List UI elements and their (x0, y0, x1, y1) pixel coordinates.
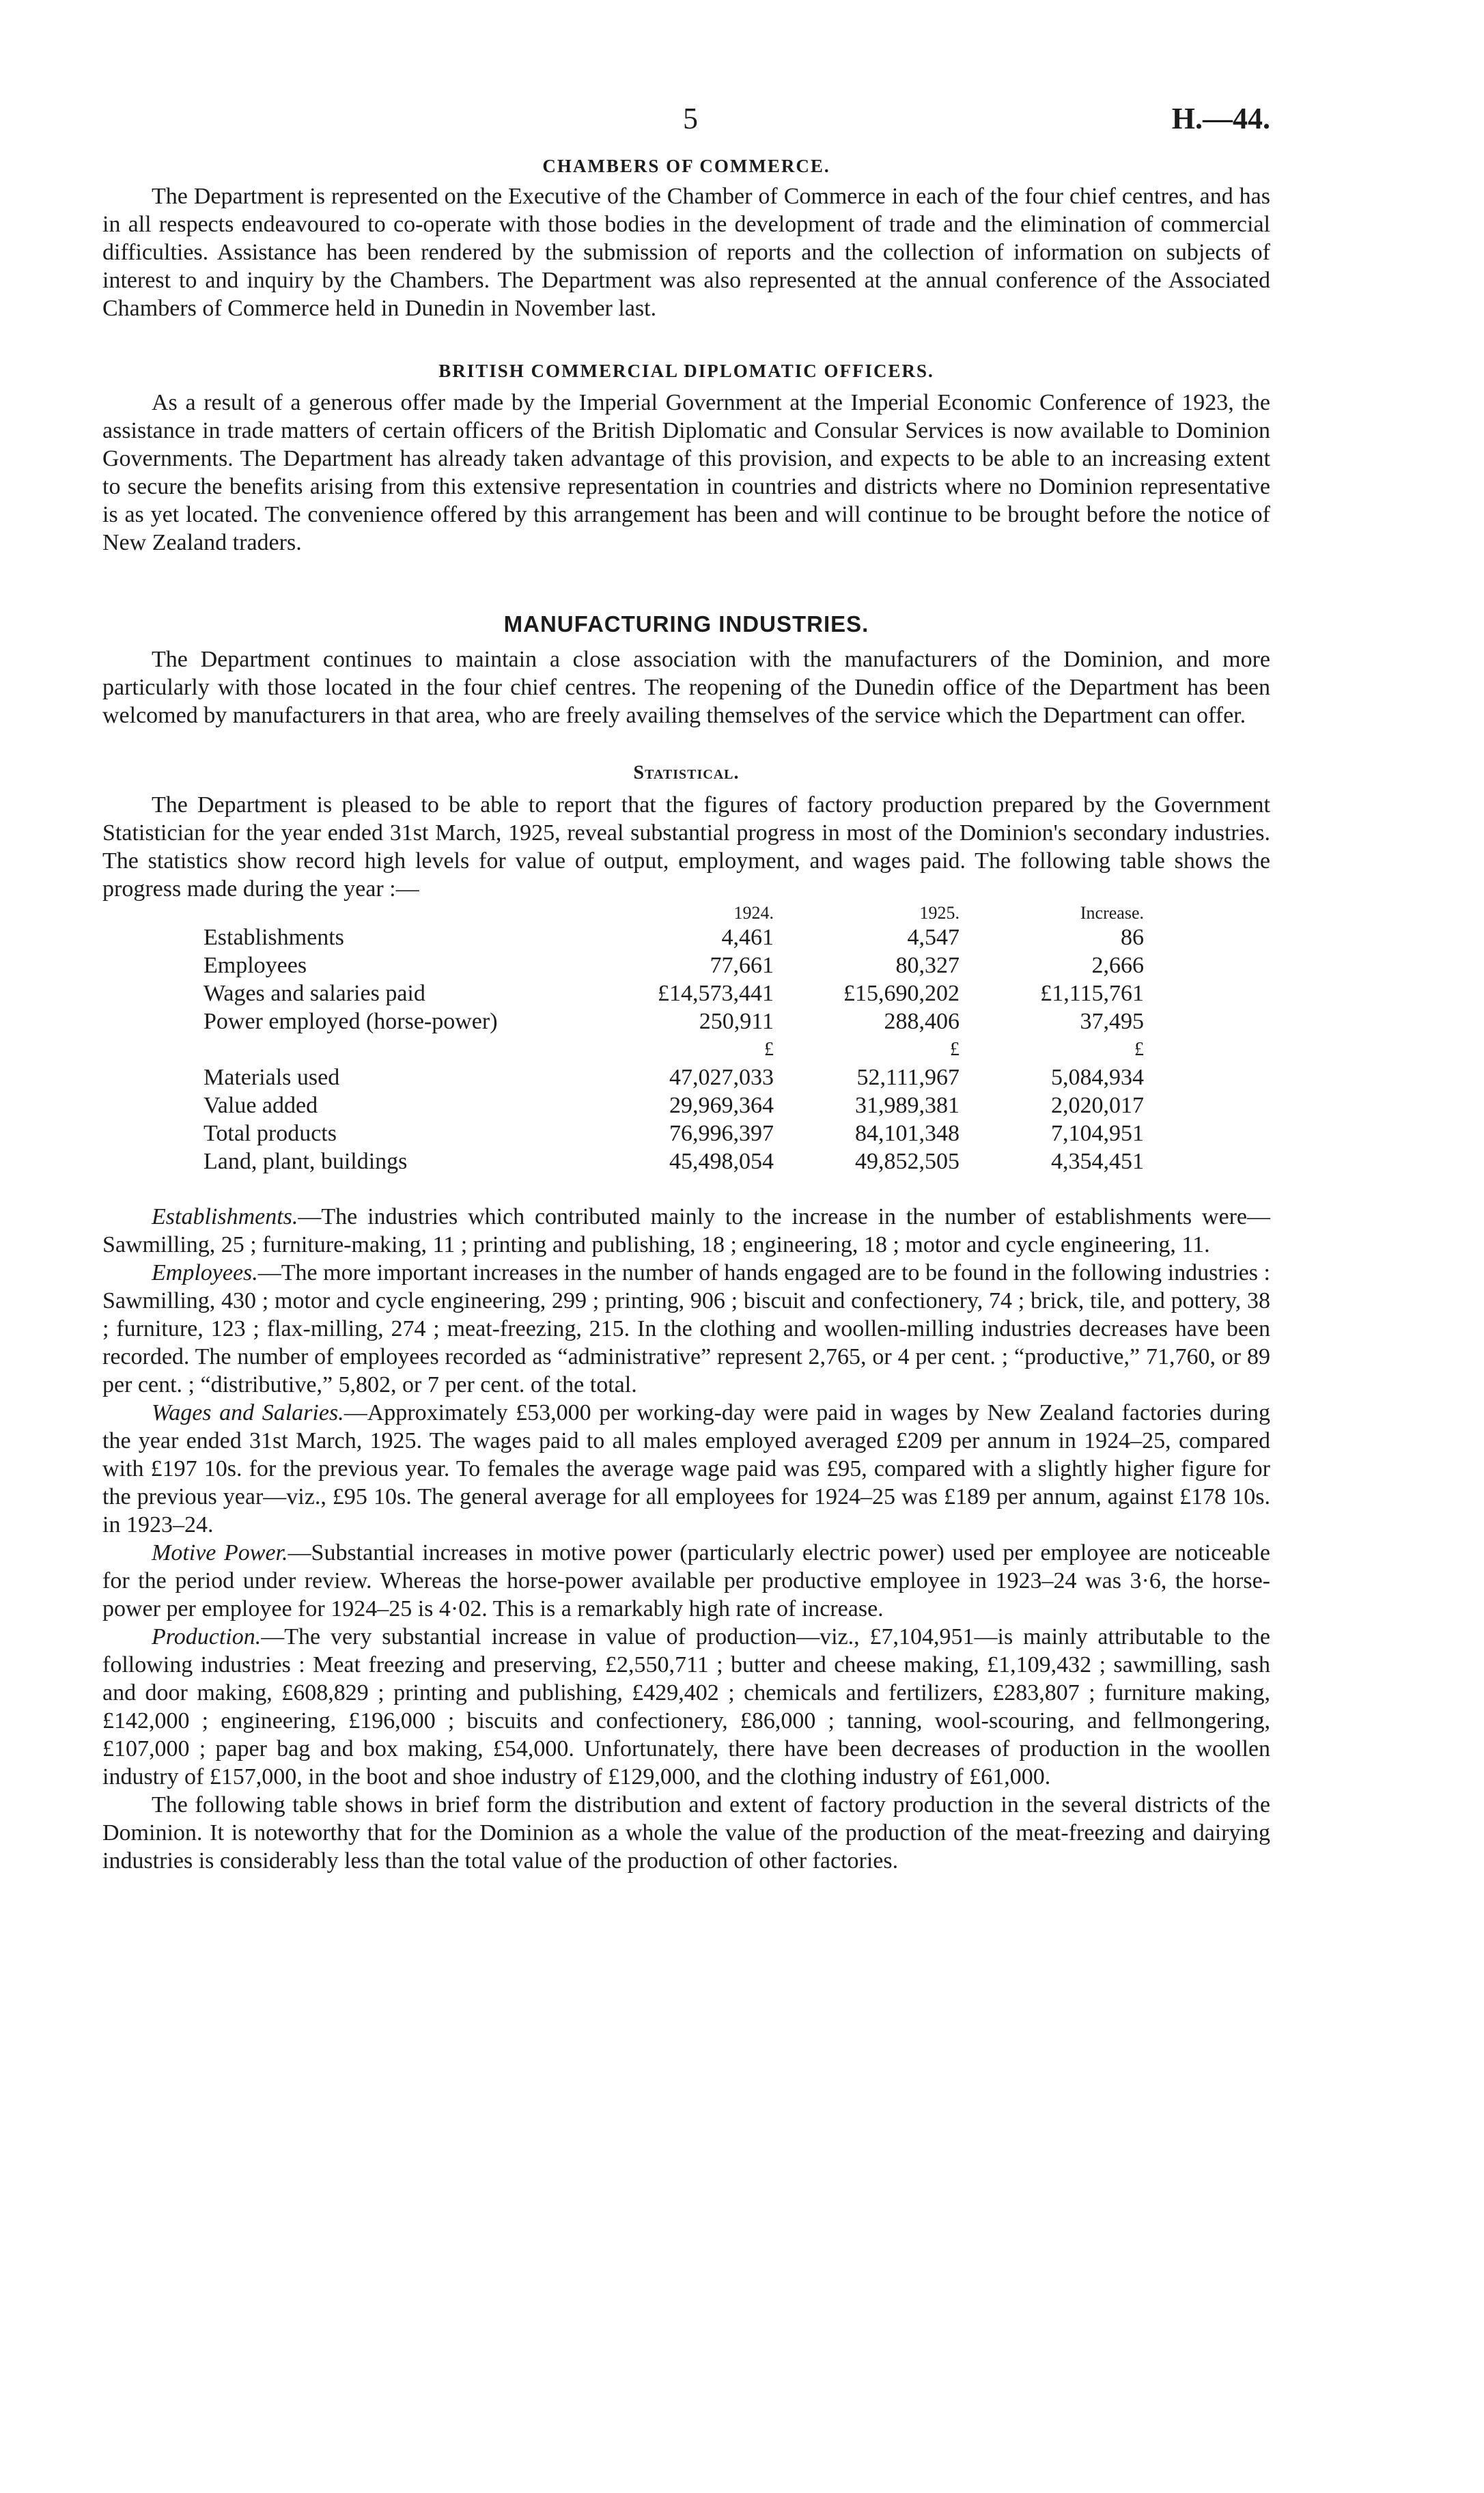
value-1925: 52,111,967 (856, 1065, 960, 1090)
value-increase: 37,495 (1080, 1009, 1144, 1034)
value-1925: 31,989,381 (855, 1093, 960, 1118)
note-lead: Motive Power. (152, 1540, 288, 1565)
value-1924: 47,027,033 (669, 1065, 774, 1090)
row-label: Materials used (204, 1065, 340, 1090)
note-motive-power (102, 1539, 1270, 1623)
note-text: —The more important increases in the number of hands engaged are to be found in the following industries : Sawmilling, 430 ; motor and cycle engineering, 299 ; printing, 906 ; biscuit and confectionery, 74 ; brick, tile, and pottery, 38 ; furniture, 123 ; flax-milling, 274 ; meat-freezing, 215. In the clothing and woollen-milling industries decreases have been recorded. The number of employees recorded as “administrative” represent 2,765, or 4 per cent. ; “productive,” 71,760, or 89 per cent. ; “distributive,” 5,802, or 7 per cent. of the total. (102, 1260, 1270, 1397)
currency-unit-row (204, 1035, 1144, 1063)
value-1925: 49,852,505 (855, 1149, 960, 1174)
note-lead: Wages and Salaries. (152, 1400, 344, 1425)
row-label: Land, plant, buildings (204, 1149, 408, 1174)
row-label: Total products (204, 1121, 337, 1146)
note-lead: Production. (152, 1624, 262, 1649)
currency-unit: £ (1134, 1039, 1144, 1060)
column-header-1924: 1924. (733, 903, 774, 923)
section-heading-manufacturing: MANUFACTURING INDUSTRIES. (503, 611, 869, 637)
column-header-increase: Increase. (1080, 903, 1144, 923)
section-heading-british-officers: BRITISH COMMERCIAL DIPLOMATIC OFFICERS. (438, 361, 934, 381)
value-1925: £15,690,202 (843, 981, 960, 1006)
table-row (204, 1119, 1144, 1147)
note-establishments (102, 1203, 1270, 1259)
table-row (204, 1007, 1144, 1035)
table-row (204, 1063, 1144, 1091)
note-text: —The industries which contributed mainly to the increase in the number of establishments were—Sawmilling, 25 ; furniture-making, 11 ; printing and publishing, 18 ; engineering, 18 ; motor and cycle engineering, 11. (102, 1204, 1270, 1257)
note-lead: Establishments. (152, 1204, 298, 1229)
note-wages (102, 1399, 1270, 1539)
value-increase: 5,084,934 (1051, 1065, 1144, 1090)
row-label: Establishments (204, 925, 344, 950)
value-increase: 86 (1121, 925, 1144, 950)
value-1925: 288,406 (884, 1009, 960, 1034)
currency-unit: £ (950, 1039, 960, 1060)
document-reference: H.—44. (1171, 102, 1270, 135)
value-increase: £1,115,761 (1040, 981, 1144, 1006)
table-row (204, 951, 1144, 979)
value-1924: £14,573,441 (658, 981, 774, 1006)
table-row (204, 1091, 1144, 1119)
statistics-table (204, 903, 1144, 1175)
notes-section (102, 1203, 1270, 1875)
row-label: Power employed (horse-power) (204, 1009, 498, 1034)
value-1925: 84,101,348 (855, 1121, 960, 1146)
paragraph-closing: The following table shows in brief form the distribution and extent of factory production in the several districts of the Dominion. It is noteworthy that for the Dominion as a whole the value of the production of the meat-freezing and dairying industries is considerably less than the total value of the production of other factories. (102, 1792, 1270, 1874)
value-1924: 250,911 (699, 1009, 774, 1034)
row-label: Employees (204, 953, 307, 978)
value-1925: 80,327 (895, 953, 960, 978)
note-employees (102, 1259, 1270, 1399)
currency-unit: £ (764, 1039, 774, 1060)
subheading-statistical: Statistical. (633, 762, 740, 783)
section-heading-chambers: CHAMBERS OF COMMERCE. (542, 156, 830, 176)
table-header-row (204, 903, 1144, 923)
value-increase: 2,020,017 (1051, 1093, 1144, 1118)
value-1925: 4,547 (907, 925, 960, 950)
note-text: —Substantial increases in motive power (particularly electric power) used per employee are noticeable for the period under review. Whereas the horse-power available per productive employee in 1923–24 was 3·6, the horse-power per employee for 1924–25 is 4·02. This is a remarkably high rate of increase. (102, 1540, 1270, 1621)
table-row (204, 1147, 1144, 1175)
paragraph-british-officers: As a result of a generous offer made by the Imperial Government at the Imperial Economic Conference of 1923, the assistance in trade matters of certain officers of the British Diplomatic and Consular Services is now available to Dominion Governments. The Department has already taken advantage of this provision, and expects to be able to an increasing extent to secure the benefits arising from this extensive representation in countries and districts where no Dominion representative is as yet located. The convenience offered by this arrangement has been and will continue to be brought before the notice of New Zealand traders. (102, 390, 1270, 555)
paragraph-chambers: The Department is represented on the Executive of the Chamber of Commerce in each of the four chief centres, and has in all respects endeavoured to co-operate with those bodies in the development of trade and the elimination of commercial difficulties. Assistance has been rendered by the submission of reports and the collection of information on subjects of interest to and inquiry by the Chambers. The Department was also represented at the annual conference of the Associated Chambers of Commerce held in Dunedin in November last. (102, 184, 1270, 321)
paragraph-statistical: The Department is pleased to be able to report that the figures of factory production prepared by the Government Statistician for the year ended 31st March, 1925, reveal substantial progress in most of the Dominion's secondary industries. The statistics show record high levels for value of output, employment, and wages paid. The following table shows the progress made during the year :— (102, 792, 1270, 902)
value-increase: 4,354,451 (1051, 1149, 1144, 1174)
column-header-1925: 1925. (919, 903, 960, 923)
value-1924: 77,661 (710, 953, 774, 978)
note-text: —Approximately £53,000 per working-day were paid in wages by New Zealand factories during the year ended 31st March, 1925. The wages paid to all males employed averaged £209 per annum in 1924–25, compared with £197 10s. for the previous year. To females the average wage paid was £95, compared with a slightly higher figure for the previous year—viz., £95 10s. The general average for all employees for 1924–25 was £189 per annum, against £178 10s. in 1923–24. (102, 1400, 1270, 1537)
page-number: 5 (683, 102, 698, 135)
note-production (102, 1623, 1270, 1791)
value-1924: 76,996,397 (669, 1121, 774, 1146)
value-1924: 45,498,054 (669, 1149, 774, 1174)
paragraph-manufacturing: The Department continues to maintain a close association with the manufacturers of the Dominion, and more particularly with those located in the four chief centres. The reopening of the Dunedin office of the Department has been welcomed by manufacturers in that area, who are freely availing themselves of the service which the Department can offer. (102, 647, 1270, 728)
value-1924: 4,461 (721, 925, 774, 950)
value-1924: 29,969,364 (669, 1093, 774, 1118)
document-page (102, 89, 1270, 1875)
note-text: —The very substantial increase in value of production—viz., £7,104,951—is mainly attributable to the following industries : Meat freezing and preserving, £2,550,711 ; butter and cheese making, £1,109,432 ; sawmilling, sash and door making, £608,829 ; printing and publishing, £429,402 ; chemicals and fertilizers, £283,807 ; furniture making, £142,000 ; engineering, £196,000 ; biscuits and confectionery, £86,000 ; tanning, wool-scouring, and fellmongering, £107,000 ; paper bag and box making, £54,000. Unfortunately, there have been decreases of production in the woollen industry of £157,000, in the boot and shoe industry of £129,000, and the clothing industry of £61,000. (102, 1624, 1270, 1789)
page-header (102, 89, 1270, 143)
value-increase: 7,104,951 (1051, 1121, 1144, 1146)
row-label: Value added (204, 1093, 318, 1118)
table-row (204, 979, 1144, 1007)
row-label: Wages and salaries paid (204, 981, 425, 1006)
note-lead: Employees. (152, 1260, 258, 1285)
table-row (204, 923, 1144, 951)
value-increase: 2,666 (1091, 953, 1144, 978)
